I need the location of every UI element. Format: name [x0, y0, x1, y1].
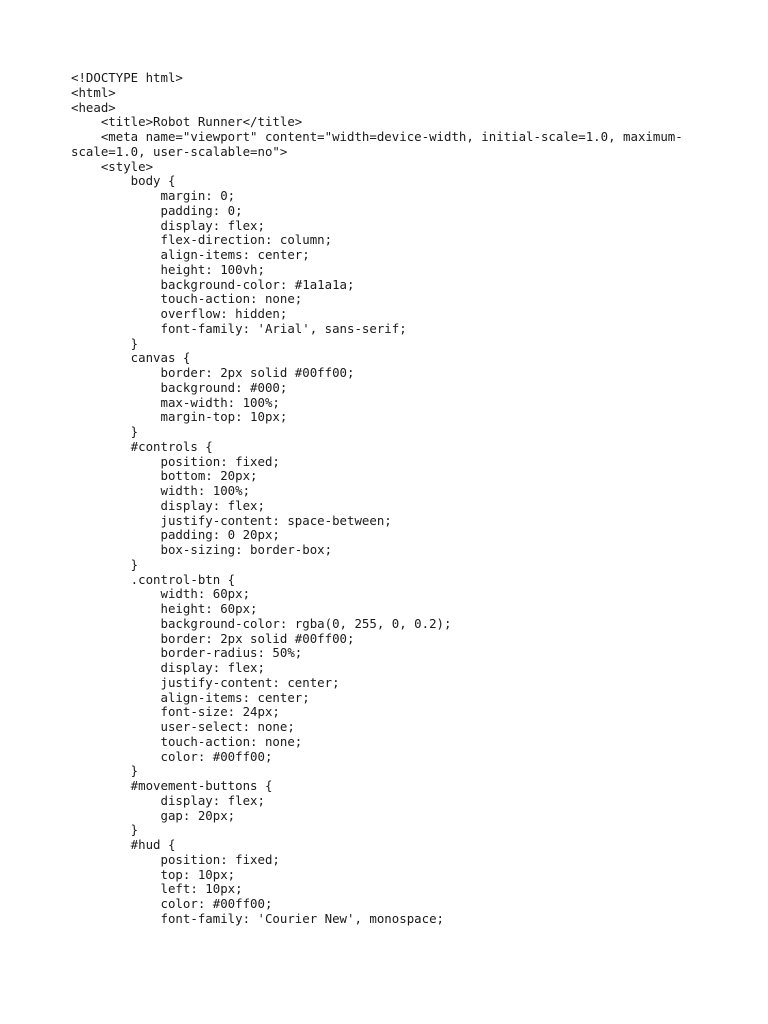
code-line: max-width: 100%; — [71, 394, 280, 410]
code-line: justify-content: space-between; — [71, 512, 392, 528]
code-line: align-items: center; — [71, 689, 310, 705]
code-line: } — [71, 424, 139, 439]
code-line: #controls { — [71, 438, 213, 454]
code-line: border: 2px solid #00ff00; — [71, 365, 355, 380]
code-line: background-color: #1a1a1a; — [71, 276, 355, 292]
code-line: #hud { — [71, 837, 176, 852]
code-line: position: fixed; — [71, 453, 280, 469]
code-line: border-radius: 50%; — [71, 645, 303, 661]
code-line: } — [71, 822, 139, 838]
code-line: <html> — [71, 84, 116, 100]
code-line: padding: 0; — [71, 202, 243, 218]
code-line: <!DOCTYPE html> — [71, 70, 183, 85]
code-line: display: flex; — [71, 217, 265, 233]
code-line: <style> — [71, 158, 154, 174]
code-line: } — [71, 335, 139, 351]
code-line: user-select: none; — [71, 719, 295, 734]
code-line: justify-content: center; — [71, 674, 340, 690]
code-line: <title>Robot Runner</title> — [71, 114, 303, 130]
code-line: <meta name="viewport" content="width=device-width, initial-scale=1.0, maximum- — [71, 129, 683, 144]
code-line: display: flex; — [71, 497, 265, 513]
code-line: #movement-buttons { — [71, 778, 273, 793]
code-line: left: 10px; — [71, 881, 243, 897]
code-line: flex-direction: column; — [71, 232, 333, 248]
code-line: box-sizing: border-box; — [71, 542, 333, 557]
code-line: overflow: hidden; — [71, 306, 288, 321]
code-line: <head> — [71, 99, 116, 115]
code-line: touch-action: none; — [71, 733, 303, 749]
code-line: font-family: 'Arial', sans-serif; — [71, 320, 407, 336]
code-line: display: flex; — [71, 792, 265, 808]
code-line: .control-btn { — [71, 571, 236, 587]
code-line: bottom: 20px; — [71, 468, 258, 484]
code-line: position: fixed; — [71, 851, 280, 867]
code-line: background: #000; — [71, 379, 288, 395]
code-line: body { — [71, 173, 176, 189]
code-line: } — [71, 556, 139, 572]
code-line: height: 100vh; — [71, 261, 265, 277]
code-line: height: 60px; — [71, 601, 258, 616]
code-line: } — [71, 763, 139, 779]
code-line: display: flex; — [71, 660, 265, 675]
code-line: margin-top: 10px; — [71, 409, 288, 425]
code-line: scale=1.0, user-scalable=no"> — [71, 143, 288, 159]
code-listing — [71, 71, 711, 927]
code-line: gap: 20px; — [71, 807, 236, 823]
code-line: color: #00ff00; — [71, 748, 273, 764]
code-line: touch-action: none; — [71, 291, 303, 307]
code-line: canvas { — [71, 350, 191, 366]
code-line: align-items: center; — [71, 247, 310, 262]
code-line: border: 2px solid #00ff00; — [71, 630, 355, 646]
code-line: color: #00ff00; — [71, 896, 273, 911]
code-line: background-color: rgba(0, 255, 0, 0.2); — [71, 615, 452, 631]
code-line: width: 60px; — [71, 586, 251, 602]
code-line: padding: 0 20px; — [71, 527, 280, 543]
code-line: font-size: 24px; — [71, 704, 280, 720]
code-line: margin: 0; — [71, 188, 236, 203]
code-line: font-family: 'Courier New', monospace; — [71, 910, 444, 926]
code-line: width: 100%; — [71, 483, 251, 498]
code-line: top: 10px; — [71, 866, 236, 882]
